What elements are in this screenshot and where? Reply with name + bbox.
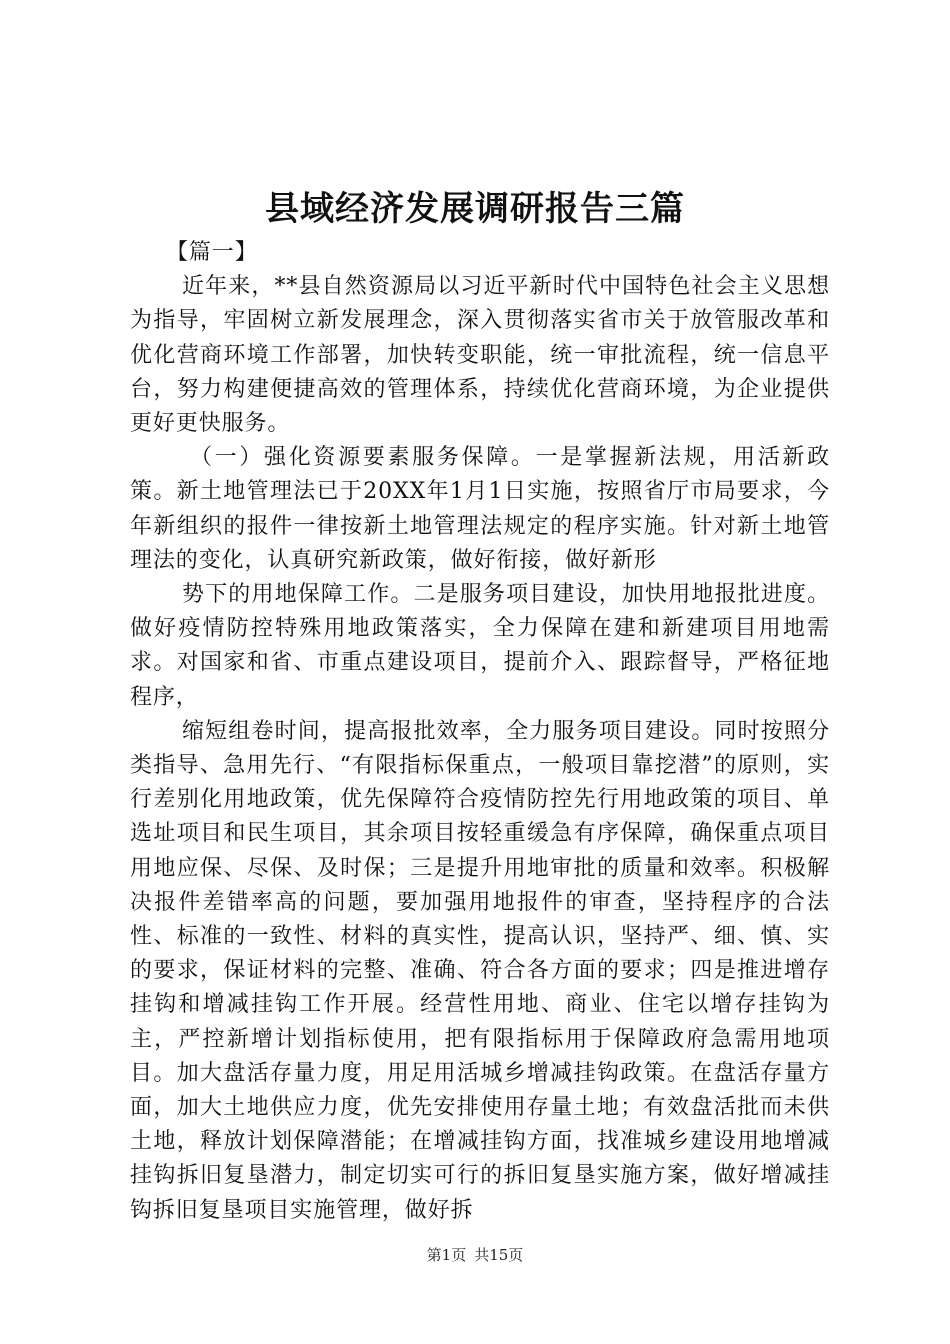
paragraph-approval-efficiency: 缩短组卷时间，提高报批效率，全力服务项目建设。同时按照分类指导、急用先行、“有限指标保重点，一般项目靠挖潜”的原则，实行差别化用地政策，优先保障符合疫情防控先行用地政策的项目、单选址项目和民生项目，其余项目按轻重缓急有序保障，确保重点项目用地应保、尽保、及时保；三是提升用地审批的质量和效率。积极解决报件差错率高的问题，要加强用地报件的审查，坚持程序的合法性、标准的一致性、材料的真实性，提高认识，坚持严、细、慎、实的要求，保证材料的完整、准确、符合各方面的要求；四是推进增存挂钩和增减挂钩工作开展。经营性用地、商业、住宅以增存挂钩为主，严控新增计划指标使用，把有限指标用于保障政府急需用地项目。加大盘活存量力度，用足用活城乡增减挂钩政策。在盘活存量方面，加大土地供应力度，优先安排使用存量土地；有效盘活批而未供土地，释放计划保障潜能；在增减挂钩方面，找准城乡建设用地增减挂钩拆旧复垦潜力，制定切实可行的拆旧复垦实施方案，做好增减挂钩拆旧复垦项目实施管理，做好拆 xyxy=(130,718,830,1223)
paragraph-intro: 近年来，**县自然资源局以习近平新时代中国特色社会主义思想为指导，牢固树立新发展理念，深入贯彻落实省市关于放管服改革和优化营商环境工作部署，加快转变职能，统一审批流程，统一信息平台，努力构建便捷高效的管理体系，持续优化营商环境，为企业提供更好更快服务。 xyxy=(130,274,830,437)
page-number-current: 第1页 xyxy=(426,1246,467,1264)
paragraph-project-land: 势下的用地保障工作。二是服务项目建设，加快用地报批进度。做好疫情防控特殊用地政策落实，全力保障在建和新建项目用地需求。对国家和省、市重点建设项目，提前介入、跟踪督导，严格征地程序， xyxy=(130,582,830,710)
page-number-total: 共15页 xyxy=(474,1246,524,1264)
page-footer xyxy=(0,1244,950,1266)
document-body xyxy=(130,236,830,1228)
document-title: 县域经济发展调研报告三篇 xyxy=(265,189,685,229)
section-label: 【篇一】 xyxy=(166,240,258,265)
paragraph-resource-guarantee: （一）强化资源要素服务保障。一是掌握新法规，用活新政策。新土地管理法已于20XX年1月1日实施，按照省厅市局要求，今年新组织的报件一律按新土地管理法规定的程序实施。针对新土地管理法的变化，认真研究新政策，做好衔接，做好新形 xyxy=(130,445,830,573)
